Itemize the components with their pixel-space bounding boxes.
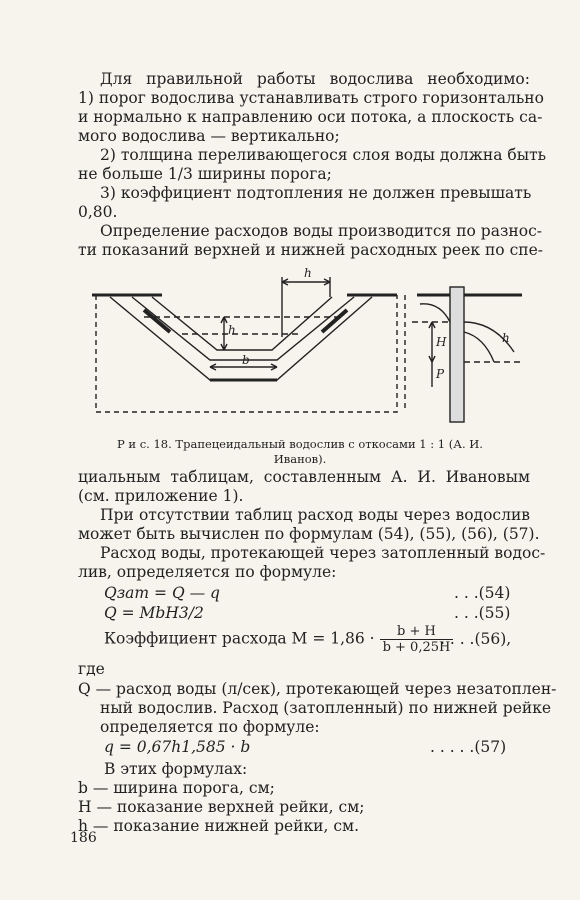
- text-line: При отсутствии таблиц расход воды через водослив: [100, 506, 530, 524]
- label-h-left: h: [228, 323, 236, 337]
- q-definition: [78, 680, 557, 737]
- fraction-denominator: b + 0,25H: [382, 640, 451, 655]
- body-paragraph: [78, 468, 546, 582]
- text-line: 2) толщина переливающегося слоя воды должна быть: [100, 146, 547, 164]
- text-line: и нормально к направлению оси потока, а плоскость са-: [78, 108, 543, 126]
- intro-paragraph: [78, 70, 547, 260]
- text-line: Для правильной работы водослива необходимо:: [100, 70, 530, 88]
- eq-number-54: . . .(54): [454, 584, 511, 602]
- eq-number-55: . . .(55): [454, 604, 511, 622]
- text-line: циальным таблицам, составленным А. И. Ивановым: [78, 468, 530, 486]
- legend-item: b — ширина порога, см;: [78, 779, 275, 797]
- label-H: H: [436, 335, 447, 349]
- formula-57: q = 0,67h1,585 · b: [104, 738, 251, 756]
- text-line: 1) порог водослива устанавливать строго горизонтально: [78, 89, 544, 107]
- text-line: ти показаний верхней и нижней расходных реек по спе-: [78, 241, 543, 259]
- label-h-top: h: [304, 266, 312, 280]
- text-line: лив, определяется по формуле:: [78, 563, 337, 581]
- text-line: Расход воды, протекающей через затопленный водос-: [100, 544, 546, 562]
- formula-54: Qзат = Q — q: [104, 584, 220, 602]
- text-line: 0,80.: [78, 203, 118, 221]
- where-label: где: [78, 660, 105, 678]
- text-line: (см. приложение 1).: [78, 487, 244, 505]
- formula-56: [104, 624, 453, 655]
- text-line: не больше 1/3 ширины порога;: [78, 165, 332, 183]
- weir-diagram: [92, 262, 522, 432]
- legend-list: [78, 779, 530, 836]
- text-line: ный водослив. Расход (затопленный) по нижней рейке: [100, 699, 552, 717]
- legend-item: h — показание нижней рейки, см.: [78, 817, 360, 835]
- fraction-numerator: b + H: [380, 624, 454, 640]
- formula-55: Q = MbH3/2: [104, 604, 204, 622]
- label-P: P: [436, 367, 445, 381]
- figure-caption: Р и с. 18. Трапецеидальный водослив с откосами 1 : 1 (А. И. Иванов).: [117, 437, 483, 466]
- text-line: Q — расход воды (л/сек), протекающей через незатоплен-: [78, 680, 557, 698]
- label-h-right: h: [502, 331, 510, 345]
- page-number: 186: [70, 830, 97, 846]
- text-line: мого водослива — вертикально;: [78, 127, 340, 145]
- text-line: может быть вычислен по формулам (54), (55), (56), (57).: [78, 525, 540, 543]
- text-line: определяется по формуле:: [100, 718, 320, 736]
- eq-number-57: . . . . .(57): [430, 738, 507, 756]
- legend-item: H — показание верхней рейки, см;: [78, 798, 365, 816]
- label-b: b: [242, 353, 250, 367]
- formula-56-lead: Коэффициент расхода M = 1,86 ·: [104, 629, 375, 648]
- text-line: 3) коэффициент подтопления не должен превышать: [100, 184, 532, 202]
- eq-number-56: . . . .(56),: [440, 630, 512, 648]
- legend-intro: В этих формулах:: [104, 760, 248, 778]
- text-line: Определение расходов воды производится по разнос-: [100, 222, 542, 240]
